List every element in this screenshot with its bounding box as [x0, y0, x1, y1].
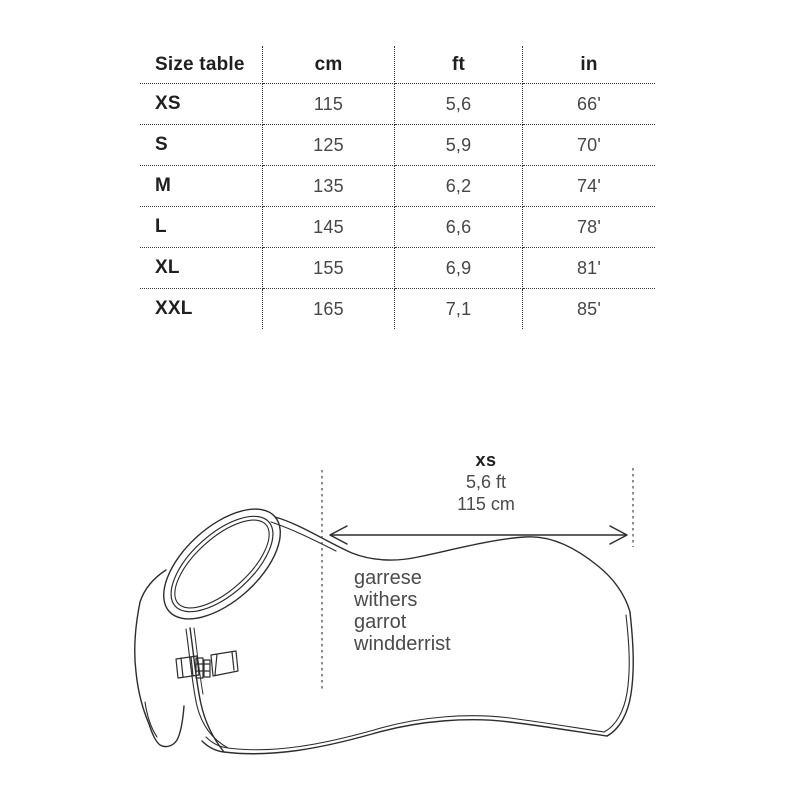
- withers-synonym-labels: [354, 567, 574, 655]
- measurement-labels: [386, 449, 586, 515]
- right-tab-fold: [215, 652, 234, 675]
- value-in: 66': [523, 84, 655, 125]
- value-ft: 6,6: [395, 207, 523, 248]
- value-cm: 135: [263, 166, 395, 207]
- value-cm: 115: [263, 84, 395, 125]
- measure-arrow: [330, 526, 627, 544]
- withers-label-fr: garrot: [354, 611, 407, 633]
- value-in: 78': [523, 207, 655, 248]
- chest-panel-edge: [135, 570, 184, 747]
- measurement-ft-label: 5,6 ft: [465, 472, 507, 492]
- withers-label-it: garrese: [354, 567, 422, 589]
- measurement-cm-label: 115 cm: [457, 494, 515, 514]
- value-ft: 5,6: [395, 84, 523, 125]
- value-ft: 7,1: [395, 289, 523, 329]
- front-zip-line-detail: [194, 628, 203, 694]
- size-label: M: [140, 166, 263, 207]
- value-ft: 5,9: [395, 125, 523, 166]
- value-cm: 165: [263, 289, 395, 329]
- value-ft: 6,2: [395, 166, 523, 207]
- collar-binding: [144, 489, 299, 639]
- front-zip-line-outer: [190, 628, 224, 752]
- size-label: S: [140, 125, 263, 166]
- chest-strap-buckle: [176, 651, 238, 678]
- withers-label-en: withers: [354, 589, 418, 611]
- size-label: XS: [140, 84, 263, 125]
- collar-outer-line: [144, 489, 299, 639]
- value-in: 81': [523, 248, 655, 289]
- size-label: XL: [140, 248, 263, 289]
- column-header-ft: ft: [395, 46, 523, 84]
- value-in: 85': [576, 298, 602, 319]
- table-title: Size table: [140, 46, 263, 84]
- value-ft: 6,9: [395, 248, 523, 289]
- withers-label-de: windderrist: [354, 633, 451, 655]
- size-label: XXL: [140, 289, 263, 329]
- belly-edge-outer: [202, 720, 607, 754]
- collar-inner-line: [161, 505, 283, 623]
- belly-edge-inner: [206, 716, 604, 750]
- column-header-cm: cm: [263, 46, 395, 84]
- column-header-in: in: [523, 46, 655, 84]
- value-cm: 155: [263, 248, 395, 289]
- size-label: L: [140, 207, 263, 248]
- front-chest-panel: [135, 570, 184, 747]
- value-in: 70': [523, 125, 655, 166]
- value-cm: 125: [263, 125, 395, 166]
- value-cm: 145: [263, 207, 395, 248]
- measurement-size-label: xs: [475, 450, 497, 470]
- value-in: 74': [523, 166, 655, 207]
